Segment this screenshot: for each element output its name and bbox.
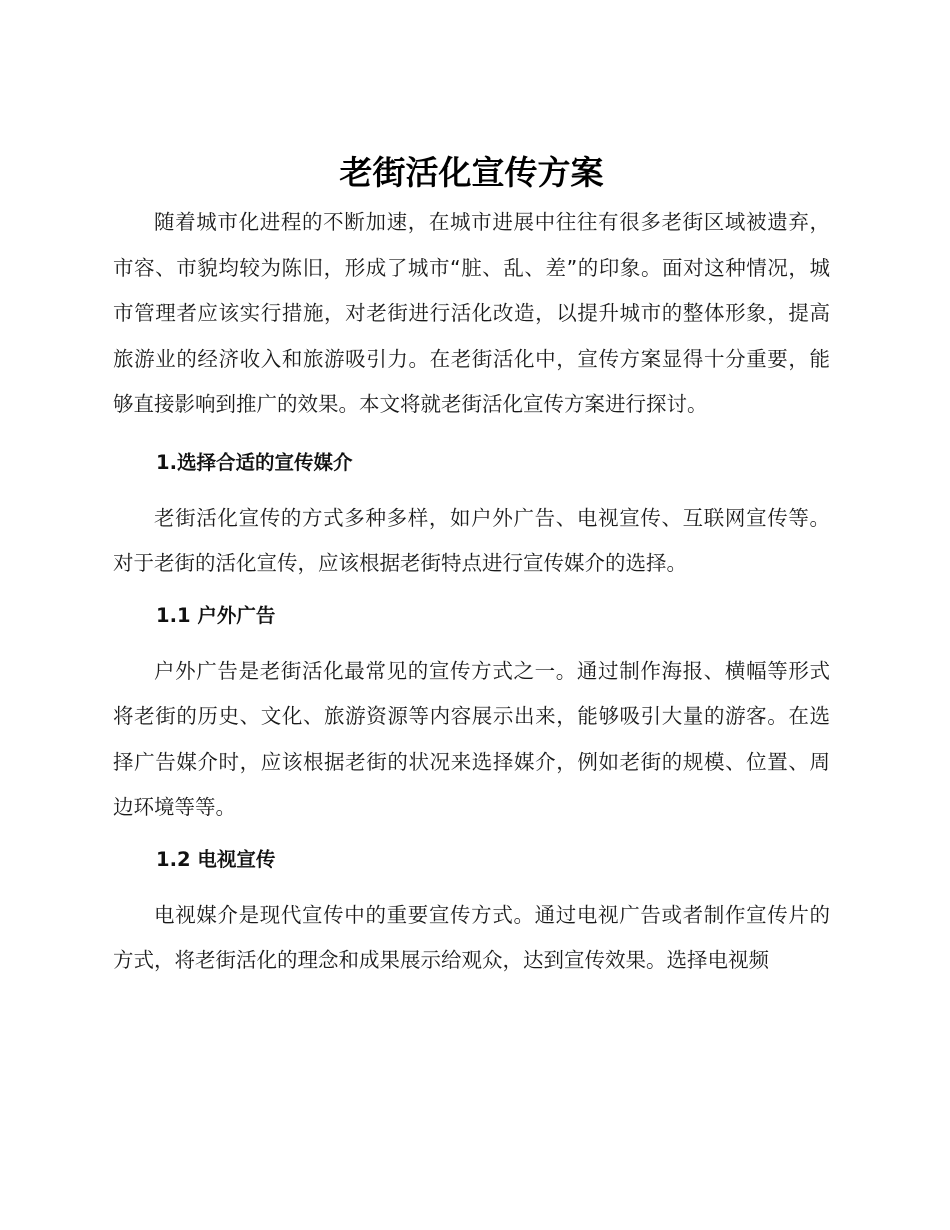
section-heading-outdoor-ads: 1.1 户外广告 (156, 603, 276, 627)
intro-paragraph: 随着城市化进程的不断加速，在城市进展中往往有很多老街区域被遗弃，市容、市貌均较为陈旧，形成了城市“脏、乱、差”的印象。面对这种情况，城市管理者应该实行措施，对老街进行活化改造，以提升城市的整体形象，提高旅游业的经济收入和旅游吸引力。在老街活化中，宣传方案显得十分重要，能够直接影响到推广的效果。本文将就老街活化宣传方案进行探讨。 (113, 210, 830, 416)
section-paragraph-outdoor-ads: 户外广告是老街活化最常见的宣传方式之一。通过制作海报、横幅等形式将老街的历史、文化、旅游资源等内容展示出来，能够吸引大量的游客。在选择广告媒介时，应该根据老街的状况来选择媒介，例如老街的规模、位置、周边环境等等。 (113, 658, 830, 819)
section-heading-media: 1.选择合适的宣传媒介 (156, 450, 353, 474)
section-heading-tv: 1.2 电视宣传 (156, 847, 276, 871)
document-body (113, 146, 830, 984)
section-paragraph-media: 老街活化宣传的方式多种多样，如户外广告、电视宣传、互联网宣传等。对于老街的活化宣传，应该根据老街特点进行宣传媒介的选择。 (113, 505, 830, 575)
document-title: 老街活化宣传方案 (339, 153, 604, 192)
section-paragraph-tv: 电视媒介是现代宣传中的重要宣传方式。通过电视广告或者制作宣传片的方式，将老街活化的理念和成果展示给观众，达到宣传效果。选择电视频 (113, 902, 830, 972)
